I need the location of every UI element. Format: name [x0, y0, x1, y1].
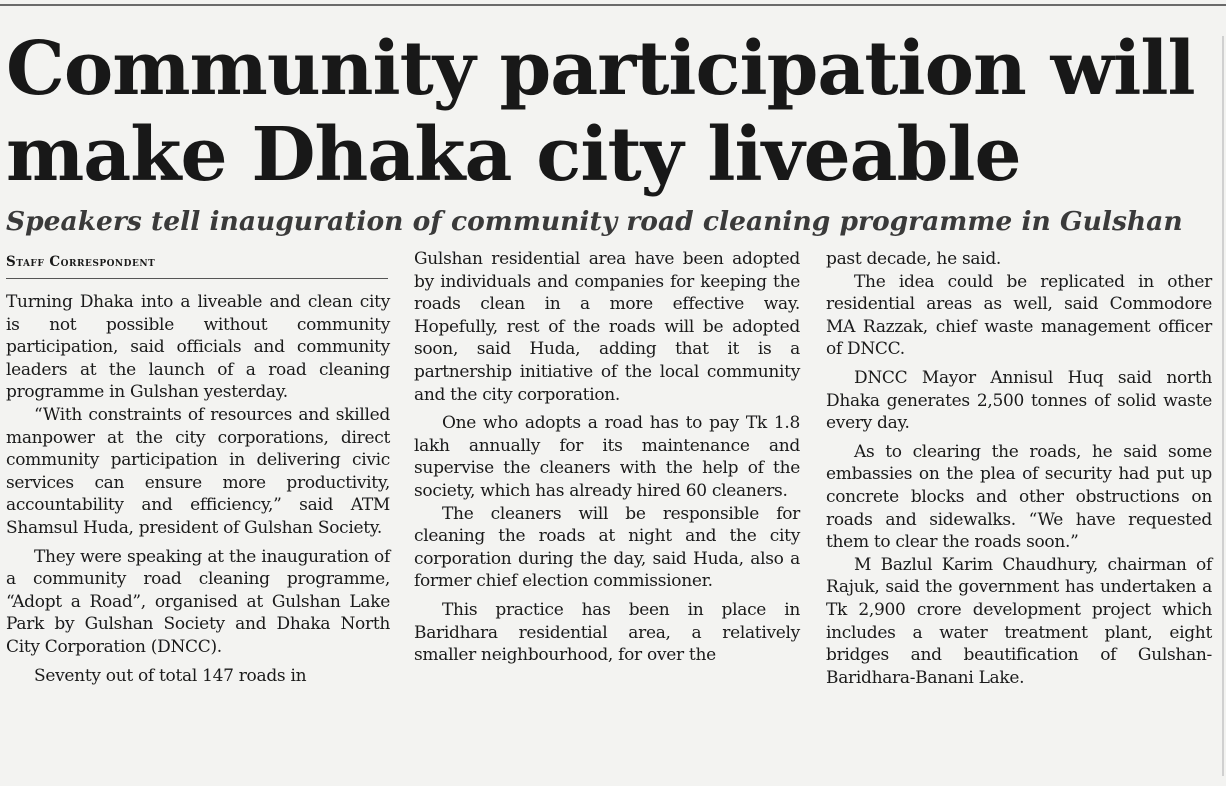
paragraph: They were speaking at the inauguration of a community road cleaning programme, “Adopt a Road”, organised at Gulshan Lake Park by Gulshan Society and Dhaka North City Corporation (DNCC).	[6, 546, 390, 657]
article-column-2	[414, 248, 800, 667]
paragraph: The idea could be replicated in other residential areas as well, said Commodore MA Razzak, chief waste management officer of DNCC.	[826, 271, 1212, 360]
subheadline: Speakers tell inauguration of community road cleaning programme in Gulshan	[6, 206, 1183, 237]
paragraph: M Bazlul Karim Chaudhury, chairman of Rajuk, said the government has undertaken a Tk 2,900 crore development project which includes a water treatment plant, eight bridges and beautification of Gulshan-Baridhara-Banani Lake.	[826, 554, 1212, 688]
paragraph: The cleaners will be responsible for cleaning the roads at night and the city corporation during the day, said Huda, also a former chief election commissioner.	[414, 503, 800, 592]
paragraph: “With constraints of resources and skilled manpower at the city corporations, direct community participation in delivering civic services can ensure more productivity, accountability and efficiency,” said ATM Shamsul Huda, president of Gulshan Society.	[6, 404, 390, 538]
paragraph: Turning Dhaka into a liveable and clean city is not possible without community participation, said officials and community leaders at the launch of a road cleaning programme in Gulshan yesterday.	[6, 292, 390, 403]
paragraph: Gulshan residential area have been adopted by individuals and companies for keeping the roads clean in a more effective way. Hopefully, rest of the roads will be adopted soon, said Huda, adding that it is a partnership initiative of the local community and the city corporation.	[414, 249, 800, 405]
article-column-1	[6, 291, 390, 687]
top-rule	[0, 4, 1226, 6]
headline: Community participation will make Dhaka city liveable	[6, 26, 1195, 198]
paragraph: One who adopts a road has to pay Tk 1.8 lakh annually for its maintenance and supervise the cleaners with the help of the society, which has already hired 60 cleaners.	[414, 413, 800, 501]
paragraph: This practice has been in place in Baridhara residential area, a relatively smaller neighbourhood, for over the	[414, 599, 800, 666]
page-edge	[1222, 36, 1224, 776]
byline: Staff Correspondent	[6, 252, 388, 279]
paragraph: DNCC Mayor Annisul Huq said north Dhaka generates 2,500 tonnes of solid waste every day.	[826, 367, 1212, 434]
paragraph: past decade, he said.	[826, 249, 1002, 269]
article-column-3	[826, 248, 1212, 689]
paragraph: As to clearing the roads, he said some embassies on the plea of security had put up concrete blocks and other obstructions on roads and sidewalks. “We have requested them to clear the roads soon.”	[826, 441, 1212, 553]
paragraph: Seventy out of total 147 roads in	[34, 665, 307, 686]
